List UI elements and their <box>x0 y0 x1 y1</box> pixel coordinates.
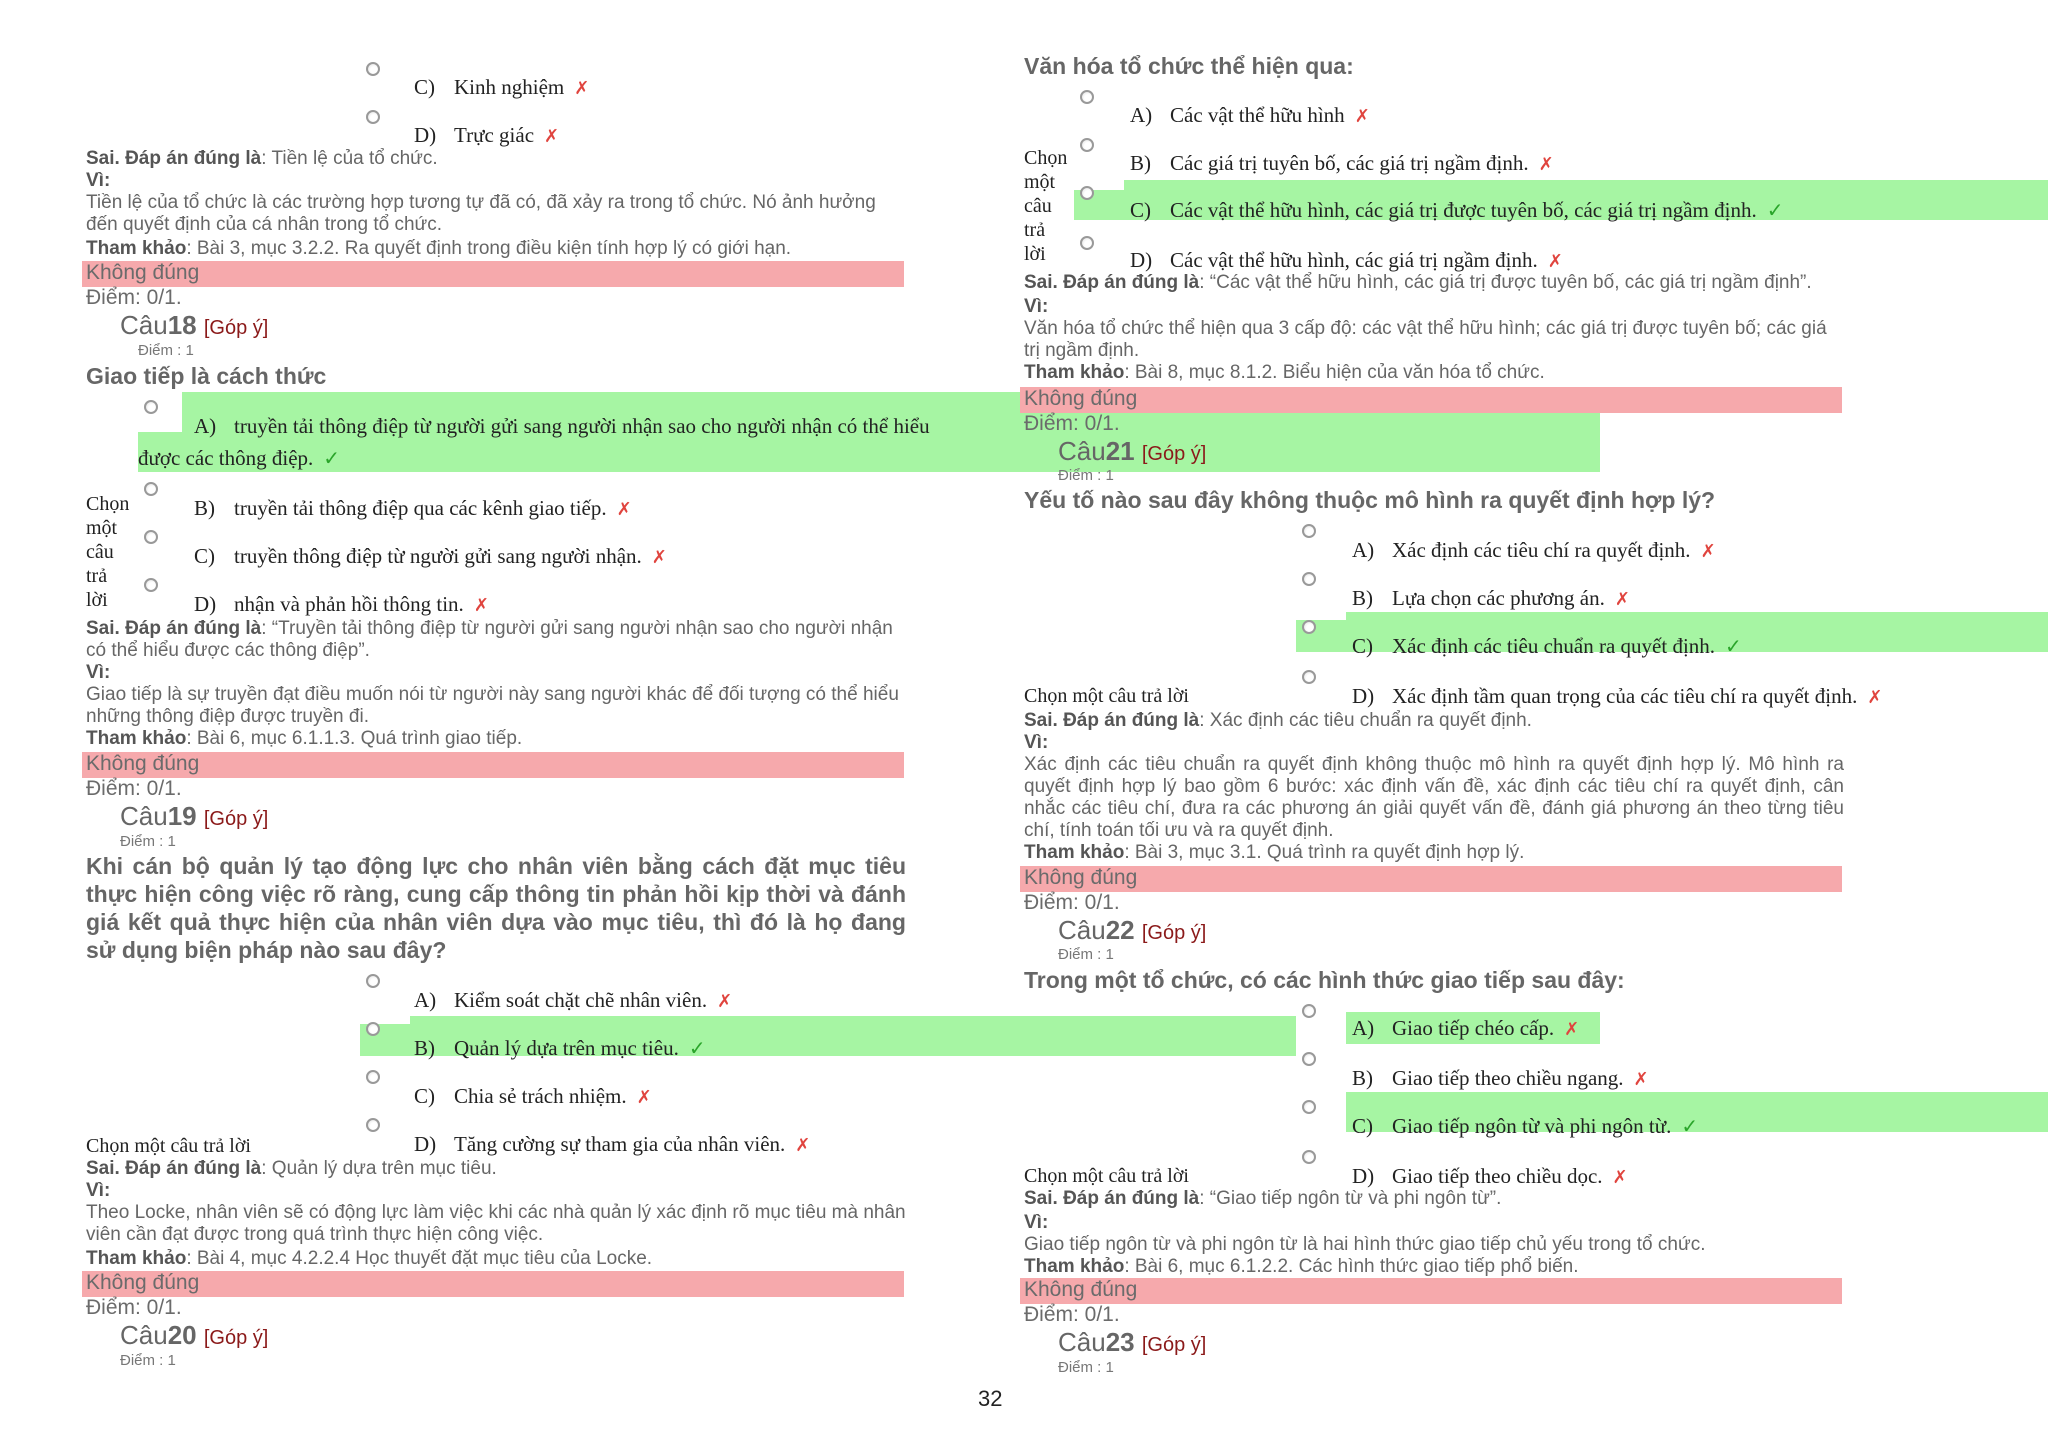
choose-answer-label: Chọn một câu trả lời <box>86 1135 251 1157</box>
option-c: C) truyền thông điệp từ người gửi sang người nhận. ✗ <box>194 544 667 568</box>
wrong-mark-icon: ✗ <box>1633 1069 1649 1090</box>
feedback-link[interactable]: [Góp ý] <box>1141 1334 1207 1356</box>
correct-answer-line: Sai. Đáp án đúng là: “Truyền tải thông điệp từ người gửi sang người nhận sao cho người nhận có thể hiểu được các thông điệp”. <box>86 618 893 661</box>
wrong-mark-icon: ✗ <box>473 595 489 616</box>
option-c: C) Chia sẻ trách nhiệm. ✗ <box>414 1084 652 1108</box>
option-d: D) Trực giác ✗ <box>414 123 560 147</box>
option-c: C) Xác định các tiêu chuẩn ra quyết định. ✓ <box>1352 634 1742 658</box>
wrong-mark-icon: ✗ <box>616 499 632 520</box>
option-d: D) Tăng cường sự tham gia của nhân viên. ✗ <box>414 1132 811 1156</box>
option-b: B) Giao tiếp theo chiều ngang. ✗ <box>1352 1066 1649 1090</box>
score-text: Điểm: 0/1. <box>86 777 182 800</box>
radio-option-d[interactable] <box>1302 1150 1316 1164</box>
question-header: Câu18 [Góp ý] <box>120 310 269 340</box>
status-text: Không đúng <box>86 752 200 775</box>
question-title: Yếu tố nào sau đây không thuộc mô hình ra quyết định hợp lý? <box>1024 487 1716 513</box>
status-incorrect-bar <box>1020 866 1842 892</box>
score-text: Điểm: 0/1. <box>1024 891 1120 914</box>
radio-option-b[interactable] <box>144 482 158 496</box>
radio-option-d[interactable] <box>144 578 158 592</box>
radio-option-a[interactable] <box>144 400 158 414</box>
question-title: Giao tiếp là cách thức <box>86 363 327 389</box>
question-header: Câu23 [Góp ý] <box>1058 1327 1207 1357</box>
radio-option-d[interactable] <box>366 1118 380 1132</box>
choose-answer-label: Chọn một câu trả lời <box>1024 1165 1189 1187</box>
status-incorrect-bar <box>82 752 904 778</box>
status-text: Không đúng <box>1024 866 1138 889</box>
question-header: Câu22 [Góp ý] <box>1058 915 1207 945</box>
status-incorrect-bar <box>1020 1278 1842 1304</box>
wrong-mark-icon: ✗ <box>1614 589 1630 610</box>
correct-mark-icon: ✓ <box>323 446 341 470</box>
correct-mark-icon: ✓ <box>1725 634 1742 658</box>
feedback-link[interactable]: [Góp ý] <box>1141 922 1207 944</box>
explanation-label: Vì: <box>1024 1212 1049 1233</box>
points-label: Điểm : 1 <box>1058 467 1114 484</box>
status-incorrect-bar <box>1020 387 1842 413</box>
question-title: Trong một tổ chức, có các hình thức giao tiếp sau đây: <box>1024 967 1625 993</box>
option-b: B) Quản lý dựa trên mục tiêu. ✓ <box>414 1036 706 1060</box>
option-d: D) nhận và phản hồi thông tin. ✗ <box>194 592 489 616</box>
question-header: Câu20 [Góp ý] <box>120 1320 269 1350</box>
option-d: D) Các vật thể hữu hình, các giá trị ngầm định. ✗ <box>1130 248 1563 272</box>
radio-option-d[interactable] <box>1080 236 1094 250</box>
option-c: C) Các vật thể hữu hình, các giá trị được tuyên bố, các giá trị ngầm định. ✓ <box>1130 198 1784 222</box>
explanation-label: Vì: <box>1024 296 1049 317</box>
score-text: Điểm: 0/1. <box>1024 1303 1120 1326</box>
score-text: Điểm: 0/1. <box>86 286 182 309</box>
option-d: D) Giao tiếp theo chiều dọc. ✗ <box>1352 1164 1628 1188</box>
score-text: Điểm: 0/1. <box>1024 412 1120 435</box>
wrong-mark-icon: ✗ <box>795 1135 811 1156</box>
wrong-mark-icon: ✗ <box>1538 154 1554 175</box>
points-label: Điểm : 1 <box>1058 946 1114 963</box>
reference-line: Tham khảo: Bài 6, mục 6.1.2.2. Các hình thức giao tiếp phổ biến. <box>1024 1256 1579 1277</box>
score-text: Điểm: 0/1. <box>86 1296 182 1319</box>
radio-option-c[interactable] <box>1080 186 1094 200</box>
radio-option-b[interactable] <box>366 1022 380 1036</box>
wrong-mark-icon: ✗ <box>1547 251 1563 272</box>
correct-answer-line: Sai. Đáp án đúng là: Quản lý dựa trên mục tiêu. <box>86 1158 497 1179</box>
radio-option-b[interactable] <box>1080 138 1094 152</box>
points-label: Điểm : 1 <box>120 833 176 850</box>
radio-option-b[interactable] <box>1302 572 1316 586</box>
reference-line: Tham khảo: Bài 6, mục 6.1.1.3. Quá trình giao tiếp. <box>86 728 523 749</box>
choose-answer-label: Chọn một câu trả lời <box>1024 685 1189 707</box>
feedback-link[interactable]: [Góp ý] <box>203 317 269 339</box>
radio-option-c[interactable] <box>144 530 158 544</box>
radio-option-d[interactable] <box>366 110 380 124</box>
reference-line: Tham khảo: Bài 8, mục 8.1.2. Biểu hiện của văn hóa tổ chức. <box>1024 362 1545 383</box>
option-c: C) Kinh nghiệm ✗ <box>414 75 590 99</box>
option-b: B) truyền tải thông điệp qua các kênh giao tiếp. ✗ <box>194 496 632 520</box>
wrong-mark-icon: ✗ <box>717 991 733 1012</box>
option-a: A) Giao tiếp chéo cấp. ✗ <box>1352 1016 1580 1040</box>
radio-option-a[interactable] <box>1302 1004 1316 1018</box>
option-b: B) Lựa chọn các phương án. ✗ <box>1352 586 1630 610</box>
wrong-mark-icon: ✗ <box>1700 541 1716 562</box>
correct-mark-icon: ✓ <box>1681 1114 1699 1138</box>
correct-mark-icon: ✓ <box>688 1036 706 1060</box>
radio-option-c[interactable] <box>1302 1100 1316 1114</box>
question-header: Câu21 [Góp ý] <box>1058 436 1207 466</box>
wrong-mark-icon: ✗ <box>1612 1167 1628 1188</box>
option-a: A) truyền tải thông điệp từ người gửi sang người nhận sao cho người nhận có thể hiểu <box>194 414 930 438</box>
status-text: Không đúng <box>86 1271 200 1294</box>
points-label: Điểm : 1 <box>1058 1359 1114 1376</box>
option-a: A) Xác định các tiêu chí ra quyết định. ✗ <box>1352 538 1716 562</box>
reference-line: Tham khảo: Bài 3, mục 3.2.2. Ra quyết định trong điều kiện tính hợp lý có giới hạn. <box>86 238 792 259</box>
explanation-text: Tiền lệ của tổ chức là các trường hợp tương tự đã có, đã xảy ra trong tổ chức. Nó ảnh hưởng đến quyết định của cá nhân trong tổ chức. <box>86 192 876 235</box>
points-label: Điểm : 1 <box>138 342 194 359</box>
feedback-link[interactable]: [Góp ý] <box>203 1327 269 1349</box>
correct-answer-line: Sai. Đáp án đúng là: “Giao tiếp ngôn từ và phi ngôn từ”. <box>1024 1188 1502 1209</box>
question-title: Văn hóa tổ chức thể hiện qua: <box>1024 53 1354 79</box>
radio-option-b[interactable] <box>1302 1052 1316 1066</box>
radio-option-c[interactable] <box>1302 620 1316 634</box>
radio-option-a[interactable] <box>1302 524 1316 538</box>
explanation-text: Xác định các tiêu chuẩn ra quyết định không thuộc mô hình ra quyết định hợp lý. Mô hình ra quyết định hợp lý bao gồm 6 bước: xác định vấn đề, xác định các tiêu chí ra quyết định, cân nhắc các tiêu chí, đưa ra các phương án giải quyết vấn đề, đánh giá phương án theo từng tiêu chí, tính toán tối ưu và ra quyết định. <box>1024 754 1844 841</box>
wrong-mark-icon: ✗ <box>636 1087 652 1108</box>
radio-option-c[interactable] <box>366 62 380 76</box>
page-number: 32 <box>978 1386 1003 1411</box>
option-c: C) Giao tiếp ngôn từ và phi ngôn từ. ✓ <box>1352 1114 1699 1138</box>
status-text: Không đúng <box>1024 387 1138 410</box>
option-a: A) Các vật thể hữu hình ✗ <box>1130 103 1370 127</box>
explanation-text: Giao tiếp là sự truyền đạt điều muốn nói từ người này sang người khác để đối tượng có thể hiểu những thông điệp được truyền đi. <box>86 684 899 727</box>
explanation-label: Vì: <box>86 170 111 191</box>
reference-line: Tham khảo: Bài 3, mục 3.1. Quá trình ra quyết định hợp lý. <box>1024 842 1525 863</box>
status-text: Không đúng <box>86 261 200 284</box>
feedback-link[interactable]: [Góp ý] <box>1141 443 1207 465</box>
correct-answer-line: Sai. Đáp án đúng là: Xác định các tiêu chuẩn ra quyết định. <box>1024 710 1532 731</box>
status-incorrect-bar <box>82 1271 904 1297</box>
radio-option-d[interactable] <box>1302 670 1316 684</box>
wrong-mark-icon: ✗ <box>1354 106 1370 127</box>
wrong-mark-icon: ✗ <box>544 126 560 147</box>
question-title: Khi cán bộ quản lý tạo động lực cho nhân viên bằng cách đặt mục tiêu thực hiện công việc rõ ràng, cung cấp thông tin phản hồi kịp thời và đánh giá kết quả thực hiện của nhân viên dựa vào mục tiêu, thì đó là họ đang sử dụng biện pháp nào sau đây? <box>86 853 906 963</box>
wrong-mark-icon: ✗ <box>1867 687 1883 708</box>
correct-mark-icon: ✓ <box>1766 198 1784 222</box>
explanation-label: Vì: <box>86 662 111 683</box>
option-d: D) Xác định tầm quan trọng của các tiêu chí ra quyết định. ✗ <box>1352 684 1883 708</box>
points-label: Điểm : 1 <box>120 1352 176 1369</box>
option-a-continued: được các thông điệp. ✓ <box>138 446 341 470</box>
reference-line: Tham khảo: Bài 4, mục 4.2.2.4 Học thuyết đặt mục tiêu của Locke. <box>86 1248 653 1269</box>
correct-answer-line: Sai. Đáp án đúng là: Tiền lệ của tổ chức. <box>86 148 438 169</box>
feedback-link[interactable]: [Góp ý] <box>203 808 269 830</box>
correct-answer-line: Sai. Đáp án đúng là: “Các vật thể hữu hình, các giá trị được tuyên bố, các giá trị ngầm định”. <box>1024 272 1812 293</box>
status-text: Không đúng <box>1024 1278 1138 1301</box>
choose-answer-label: Chọn một câu trả lời <box>1024 147 1068 265</box>
wrong-mark-icon: ✗ <box>574 78 590 99</box>
choose-answer-label: Chọn một câu trả lời <box>86 493 130 611</box>
option-a: A) Kiểm soát chặt chẽ nhân viên. ✗ <box>414 988 733 1012</box>
explanation-text: Theo Locke, nhân viên sẽ có động lực làm việc khi các nhà quản lý xác định rõ mục tiêu mà nhân viên cần đạt được trong quá trình thực hiện công việc. <box>86 1202 906 1245</box>
wrong-mark-icon: ✗ <box>1564 1019 1580 1040</box>
option-b: B) Các giá trị tuyên bố, các giá trị ngầm định. ✗ <box>1130 151 1554 175</box>
question-header: Câu19 [Góp ý] <box>120 801 269 831</box>
explanation-label: Vì: <box>86 1180 111 1201</box>
explanation-text: Văn hóa tổ chức thể hiện qua 3 cấp độ: các vật thể hữu hình; các giá trị được tuyên bố; các giá trị ngầm định. <box>1024 318 1827 361</box>
status-incorrect-bar <box>82 261 904 287</box>
radio-option-a[interactable] <box>366 974 380 988</box>
explanation-label: Vì: <box>1024 732 1049 753</box>
wrong-mark-icon: ✗ <box>651 547 667 568</box>
radio-option-c[interactable] <box>366 1070 380 1084</box>
radio-option-a[interactable] <box>1080 90 1094 104</box>
explanation-text: Giao tiếp ngôn từ và phi ngôn từ là hai hình thức giao tiếp chủ yếu trong tổ chức. <box>1024 1234 1706 1255</box>
